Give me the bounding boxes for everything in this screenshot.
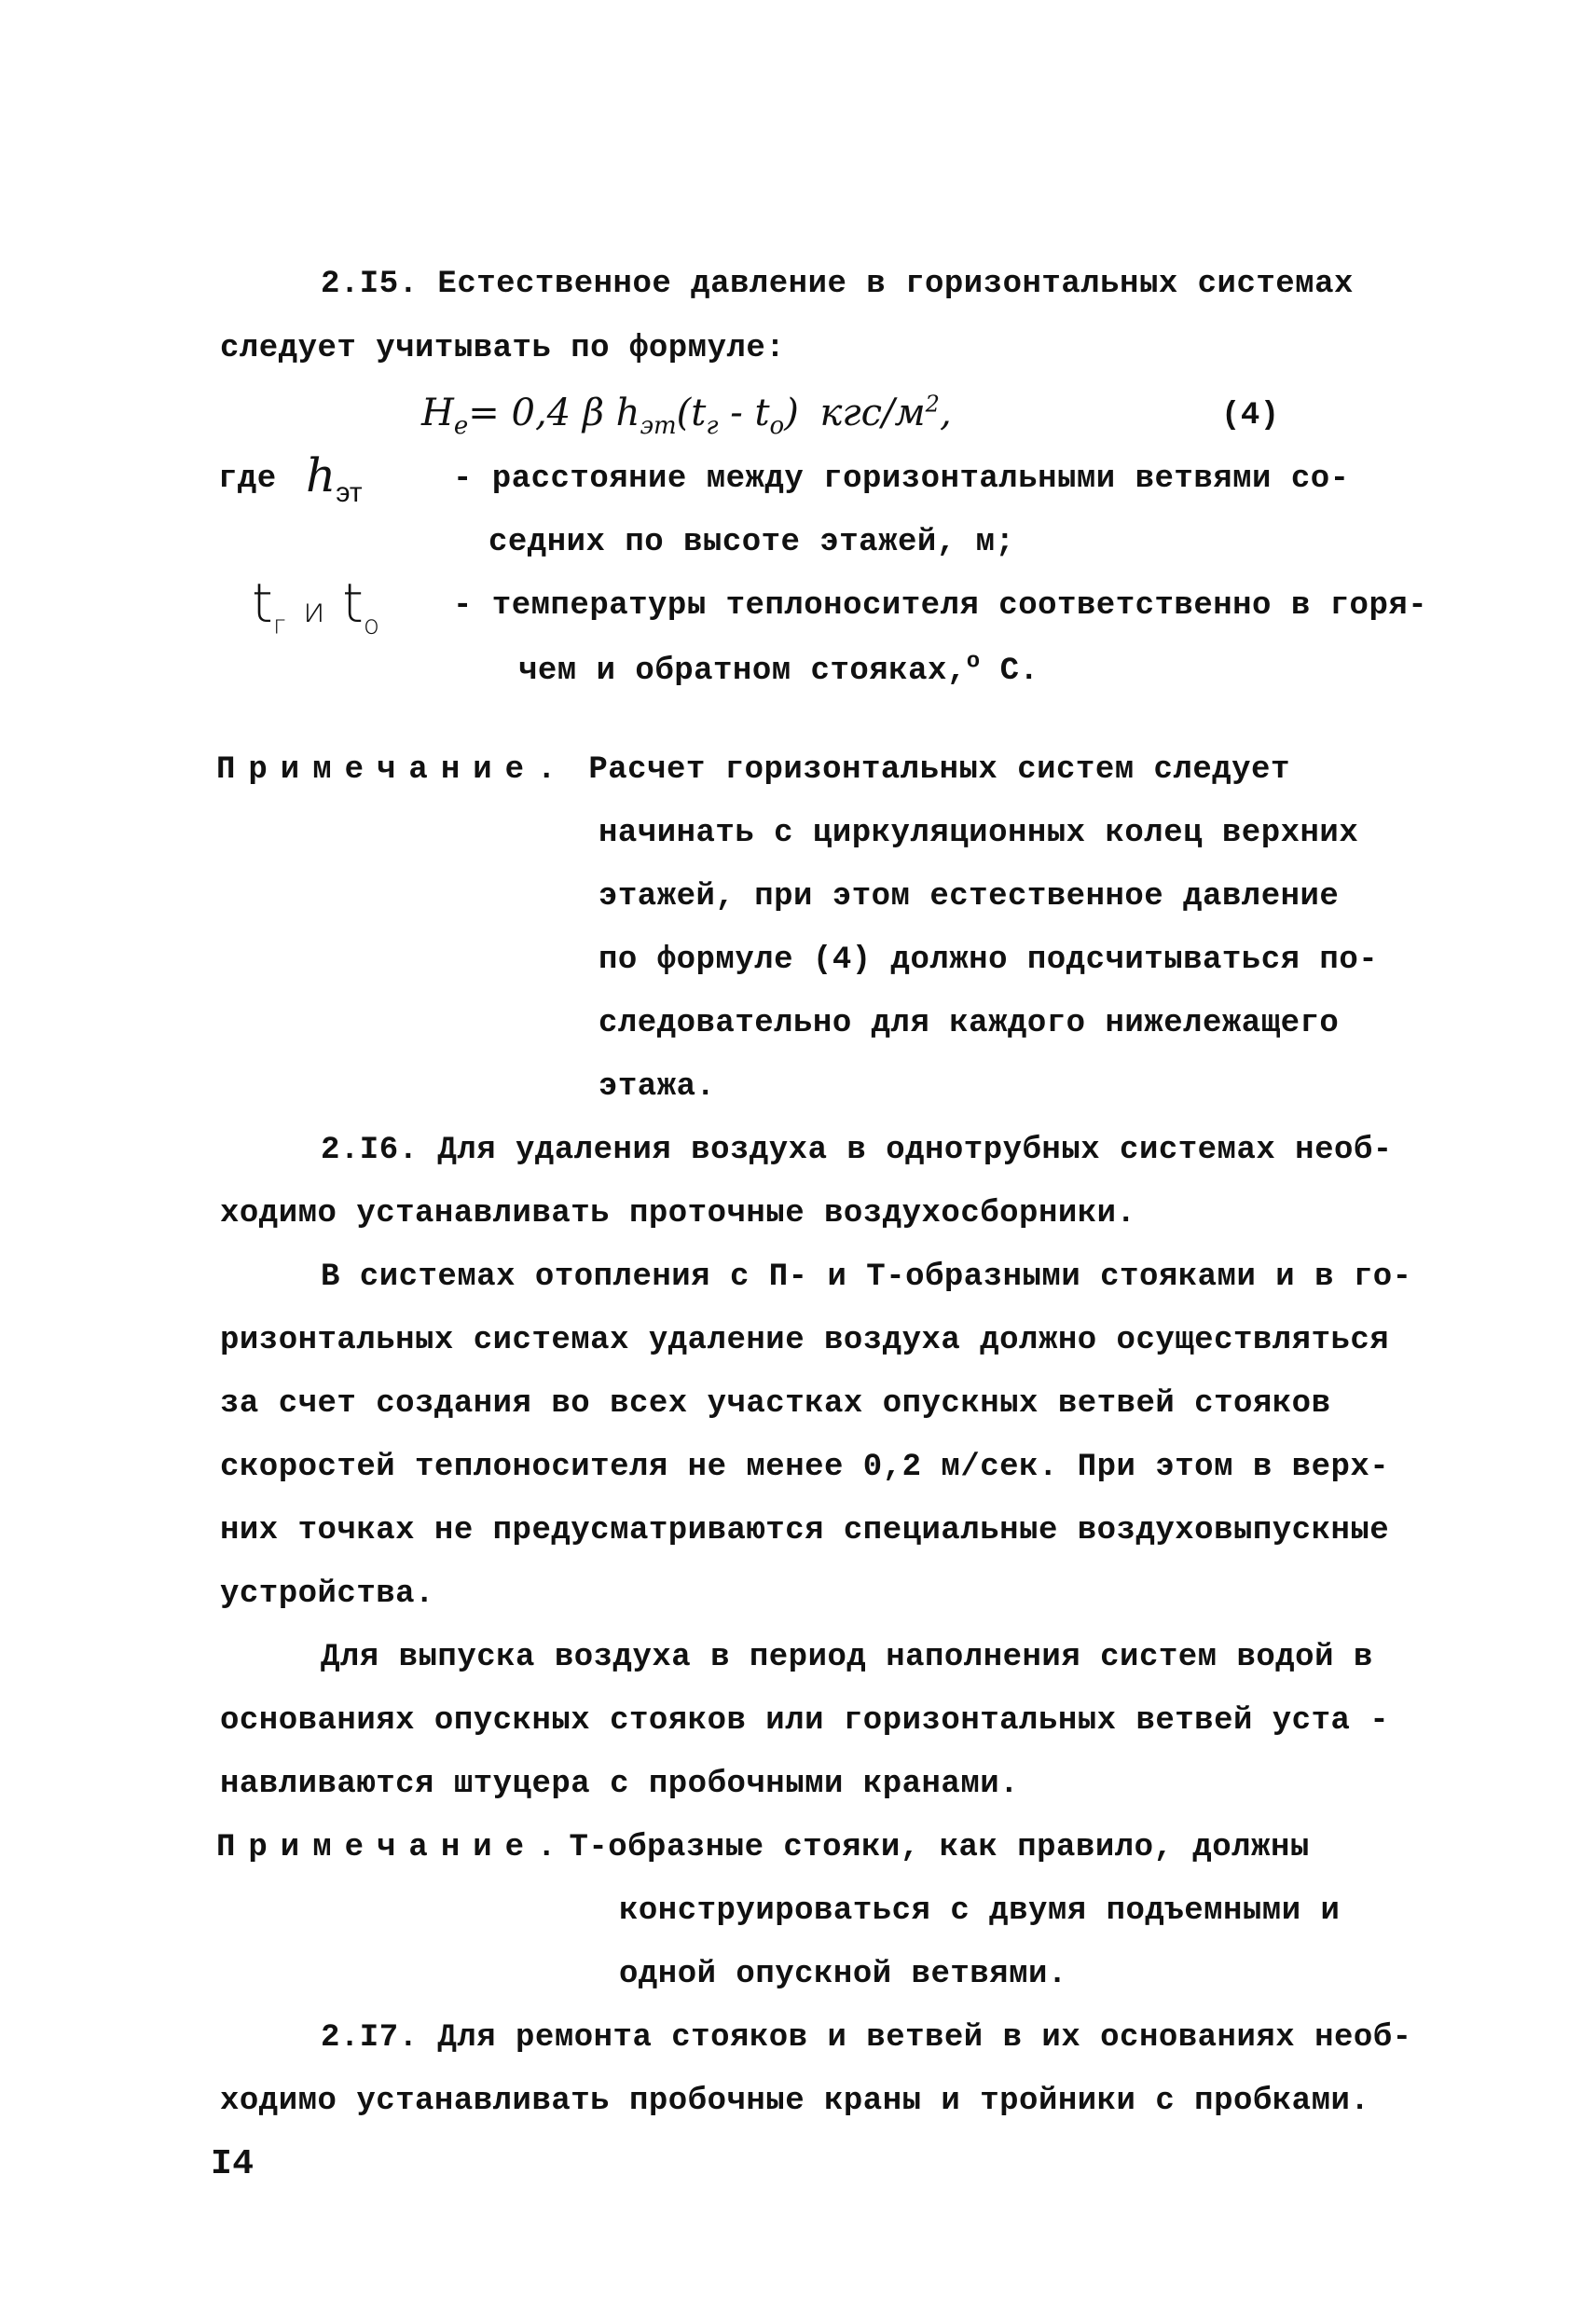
t-o-sub: о bbox=[363, 609, 379, 640]
section-2-15-line-1: 2.I5. Естественное давление в горизонтальных системах bbox=[321, 267, 1354, 302]
t-description-line-1: - температуры теплоносителя соответственно в горя- bbox=[453, 588, 1428, 624]
t-description-text: чем и обратном стояках, bbox=[518, 654, 967, 689]
page-number: I4 bbox=[211, 2144, 255, 2184]
section-2-16-p1-line-2: ходимо устанавливать проточные воздухосборники. bbox=[220, 1196, 1136, 1232]
formula-to-sub: о bbox=[769, 412, 785, 440]
section-2-16-p2-line-1: В системах отопления с П- и Т-образными стояками и в го- bbox=[321, 1259, 1412, 1295]
formula-rhs-sub: эт bbox=[640, 412, 677, 440]
h-symbol bbox=[306, 447, 363, 521]
note-2-line-3: одной опускной ветвями. bbox=[619, 1957, 1067, 1992]
formula-units-sup: 2 bbox=[925, 391, 940, 418]
note-2-first-line bbox=[216, 1829, 1310, 1866]
note-2-label: Примечание. bbox=[216, 1830, 570, 1865]
section-2-16-p2-line-2: ризонтальных системах удаление воздуха должно осуществляться bbox=[220, 1323, 1390, 1358]
note-1-first-line bbox=[216, 751, 1290, 789]
section-2-16-p2-line-3: за счет создания во всех участках опускных ветвей стояков bbox=[220, 1386, 1331, 1422]
section-2-16-p1-line-1: 2.I6. Для удаления воздуха в однотрубных системах необ- bbox=[321, 1133, 1393, 1168]
note-1-line-2: начинать с циркуляционных колец верхних bbox=[598, 816, 1359, 851]
formula-comma: , bbox=[939, 392, 952, 434]
formula-close: ) bbox=[784, 392, 799, 434]
note-1-line-6: этажа. bbox=[598, 1069, 716, 1105]
formula-number: (4) bbox=[1221, 398, 1280, 434]
h-description-line-1: - расстояние между горизонтальными ветвями со- bbox=[453, 461, 1350, 497]
formula-rhs: = 0,4 β h bbox=[468, 392, 640, 434]
formula-tr-sub: г bbox=[706, 412, 719, 440]
note-2-line-1: Т-образные стояки, как правило, должны bbox=[569, 1830, 1310, 1865]
formula-lhs: H bbox=[421, 392, 454, 434]
note-2-line-2: конструироваться с двумя подъемными и bbox=[619, 1893, 1341, 1929]
section-2-16-p2-line-5: них точках не предусматриваются специальные воздуховыпускные bbox=[220, 1513, 1390, 1548]
formula-4 bbox=[421, 390, 952, 449]
note-1-line-5: следовательно для каждого нижележащего bbox=[598, 1006, 1340, 1041]
t-r-sub: г bbox=[272, 609, 286, 640]
section-2-16-p2-line-6: устройства. bbox=[220, 1576, 434, 1612]
note-1-label: Примечание. bbox=[216, 752, 570, 788]
section-2-17-line-1: 2.I7. Для ремонта стояков и ветвей в их основаниях необ- bbox=[321, 2020, 1412, 2056]
t-r-letter: t bbox=[252, 571, 273, 635]
degree-sign: о bbox=[966, 649, 981, 675]
note-1-line-3: этажей, при этом естественное давление bbox=[598, 879, 1340, 915]
section-2-16-p3-line-2: основаниях опускных стояков или горизонтальных ветвей уста - bbox=[220, 1703, 1390, 1739]
formula-paren: (t bbox=[676, 392, 707, 434]
t-o-letter: t bbox=[342, 571, 364, 635]
t-description-line-2 bbox=[518, 649, 1039, 690]
section-2-15-line-2: следует учитывать по формуле: bbox=[220, 331, 786, 366]
formula-minus-t: - t bbox=[718, 392, 770, 434]
where-label: где bbox=[218, 461, 277, 497]
formula-units: кгс/м bbox=[819, 392, 926, 434]
t-description-unit: С. bbox=[980, 654, 1039, 689]
t-symbols bbox=[252, 571, 379, 658]
h-symbol-letter: h bbox=[306, 448, 337, 502]
h-symbol-sub: эт bbox=[336, 477, 363, 508]
section-2-16-p3-line-1: Для выпуска воздуха в период наполнения систем водой в bbox=[321, 1640, 1373, 1675]
h-description-line-2: седних по высоте этажей, м; bbox=[488, 525, 1015, 560]
section-2-16-p2-line-4: скоростей теплоносителя не менее 0,2 м/сек. При этом в верх- bbox=[220, 1450, 1390, 1485]
formula-lhs-sub: e bbox=[453, 412, 469, 440]
section-2-16-p3-line-3: навливаются штуцера с пробочными кранами. bbox=[220, 1767, 1020, 1802]
section-2-17-line-2: ходимо устанавливать пробочные краны и тройники с пробками. bbox=[220, 2084, 1370, 2119]
note-1-line-4: по формуле (4) должно подсчитываться по- bbox=[598, 943, 1379, 978]
note-1-line-1: Расчет горизонтальных систем следует bbox=[588, 752, 1290, 788]
t-and: и bbox=[302, 592, 325, 630]
